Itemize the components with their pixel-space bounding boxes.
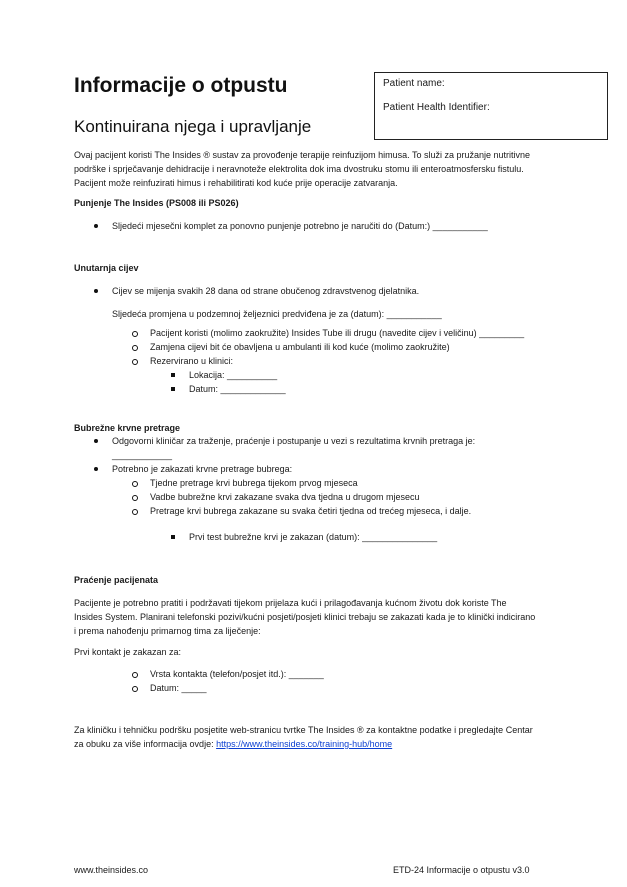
kidney-sub-item: Tjedne pretrage krvi bubrega tijekom prvog mjeseca: [150, 478, 358, 488]
footer-website: www.theinsides.co: [74, 865, 149, 875]
monitoring-heading: Praćenje pacijenata: [74, 575, 159, 585]
kidney-clinician-blank: ____________: [112, 450, 173, 460]
bullet-icon: [94, 289, 98, 293]
kidney-sub-item: Vadbe bubrežne krvi zakazane svaka dva tjedna u drugom mjesecu: [150, 492, 420, 502]
kidney-sub-item: Pretrage krvi bubrega zakazane su svaka četiri tjedna od trećeg mjeseca, i dalje.: [150, 506, 472, 516]
square-bullet-icon: [171, 387, 175, 391]
monitoring-line: i prema nahođenju primarnog tima za liječenje:: [74, 626, 261, 636]
circle-bullet-icon: [132, 686, 138, 692]
refill-bullet: Sljedeći mjesečni komplet za ponovno punjenje potrebno je naručiti do (Datum:) ___________: [112, 221, 488, 231]
clinic-location: Lokacija: __________: [189, 370, 278, 380]
circle-bullet-icon: [132, 359, 138, 365]
kidney-first-test: Prvi test bubrežne krvi je zakazan (datum): _______________: [189, 532, 438, 542]
intro-line: Pacijent može reinfuzirati himus i rehabilitirati kod kuće prije operacije zatvaranja.: [74, 178, 398, 188]
monitoring-line: Pacijente je potrebno pratiti i podržavati tijekom prijelaza kući i prilagođavanja kućnom životu dok koriste The: [74, 598, 507, 608]
tube-heading: Unutarnja cijev: [74, 263, 139, 273]
circle-bullet-icon: [132, 509, 138, 515]
intro-line: podrške i sprječavanje dehidracije i neravnoteže elektrolita dok ima dvostruku stomu ili enteroatmosfersku fistulu.: [74, 164, 524, 174]
circle-bullet-icon: [132, 495, 138, 501]
kidney-heading: Bubrežne krvne pretrage: [74, 423, 181, 433]
kidney-bullet: Potrebno je zakazati krvne pretrage bubrega:: [112, 464, 293, 474]
tube-sub-item: Zamjena cijevi bit će obavljena u ambulanti ili kod kuće (molimo zaokružite): [150, 342, 450, 352]
contact-type: Vrsta kontakta (telefon/posjet itd.): _______: [150, 669, 324, 679]
patient-id-label: Patient Health Identifier:: [383, 102, 490, 113]
clinic-date: Datum: _____________: [189, 384, 286, 394]
monitoring-line: Insides System. Planirani telefonski pozivi/kućni posjeti/posjeti klinici trebaju se zakazati kada je to klinički indicirano: [74, 612, 536, 622]
page-subtitle: Kontinuirana njega i upravljanje: [74, 117, 312, 136]
patient-name-label: Patient name:: [383, 78, 445, 89]
tube-sub-item: Rezervirano u klinici:: [150, 356, 234, 366]
support-line: [74, 738, 392, 750]
refill-heading: Punjenje The Insides (PS008 ili PS026): [74, 198, 239, 208]
contact-date: Datum: _____: [150, 683, 207, 693]
tube-next-change: Sljedeća promjena u podzemnoj željeznici predviđena je za (datum): ___________: [112, 309, 442, 319]
training-hub-link[interactable]: https://www.theinsides.co/training-hub/home: [216, 739, 393, 749]
bullet-icon: [94, 439, 98, 443]
bullet-icon: [94, 224, 98, 228]
kidney-bullet: Odgovorni kliničar za traženje, praćenje i postupanje u vezi s rezultatima krvnih pretraga je:: [112, 436, 476, 446]
support-line: Za kliničku i tehničku podršku posjetite web-stranicu tvrtke The Insides ® za kontaktne podatke i pregledajte Centar: [74, 725, 533, 735]
tube-bullet: Cijev se mijenja svakih 28 dana od strane obučenog zdravstvenog djelatnika.: [112, 286, 420, 296]
tube-sub-item: Pacijent koristi (molimo zaokružite) Insides Tube ili drugu (navedite cijev i veličinu) _________: [150, 328, 525, 338]
square-bullet-icon: [171, 535, 175, 539]
circle-bullet-icon: [132, 672, 138, 678]
square-bullet-icon: [171, 373, 175, 377]
footer-doc-id: ETD-24 Informacije o otpustu v3.0: [393, 865, 530, 875]
first-contact-label: Prvi kontakt je zakazan za:: [74, 647, 182, 657]
patient-info-box: [374, 72, 608, 140]
circle-bullet-icon: [132, 331, 138, 337]
bullet-icon: [94, 467, 98, 471]
support-prefix: za obuku za više informacija ovdje:: [74, 739, 217, 749]
circle-bullet-icon: [132, 345, 138, 351]
page-title: Informacije o otpustu: [74, 74, 288, 97]
intro-line: Ovaj pacijent koristi The Insides ® sustav za provođenje terapije reinfuzijom himusa. To služi za pružanje nutritivne: [74, 150, 531, 160]
circle-bullet-icon: [132, 481, 138, 487]
